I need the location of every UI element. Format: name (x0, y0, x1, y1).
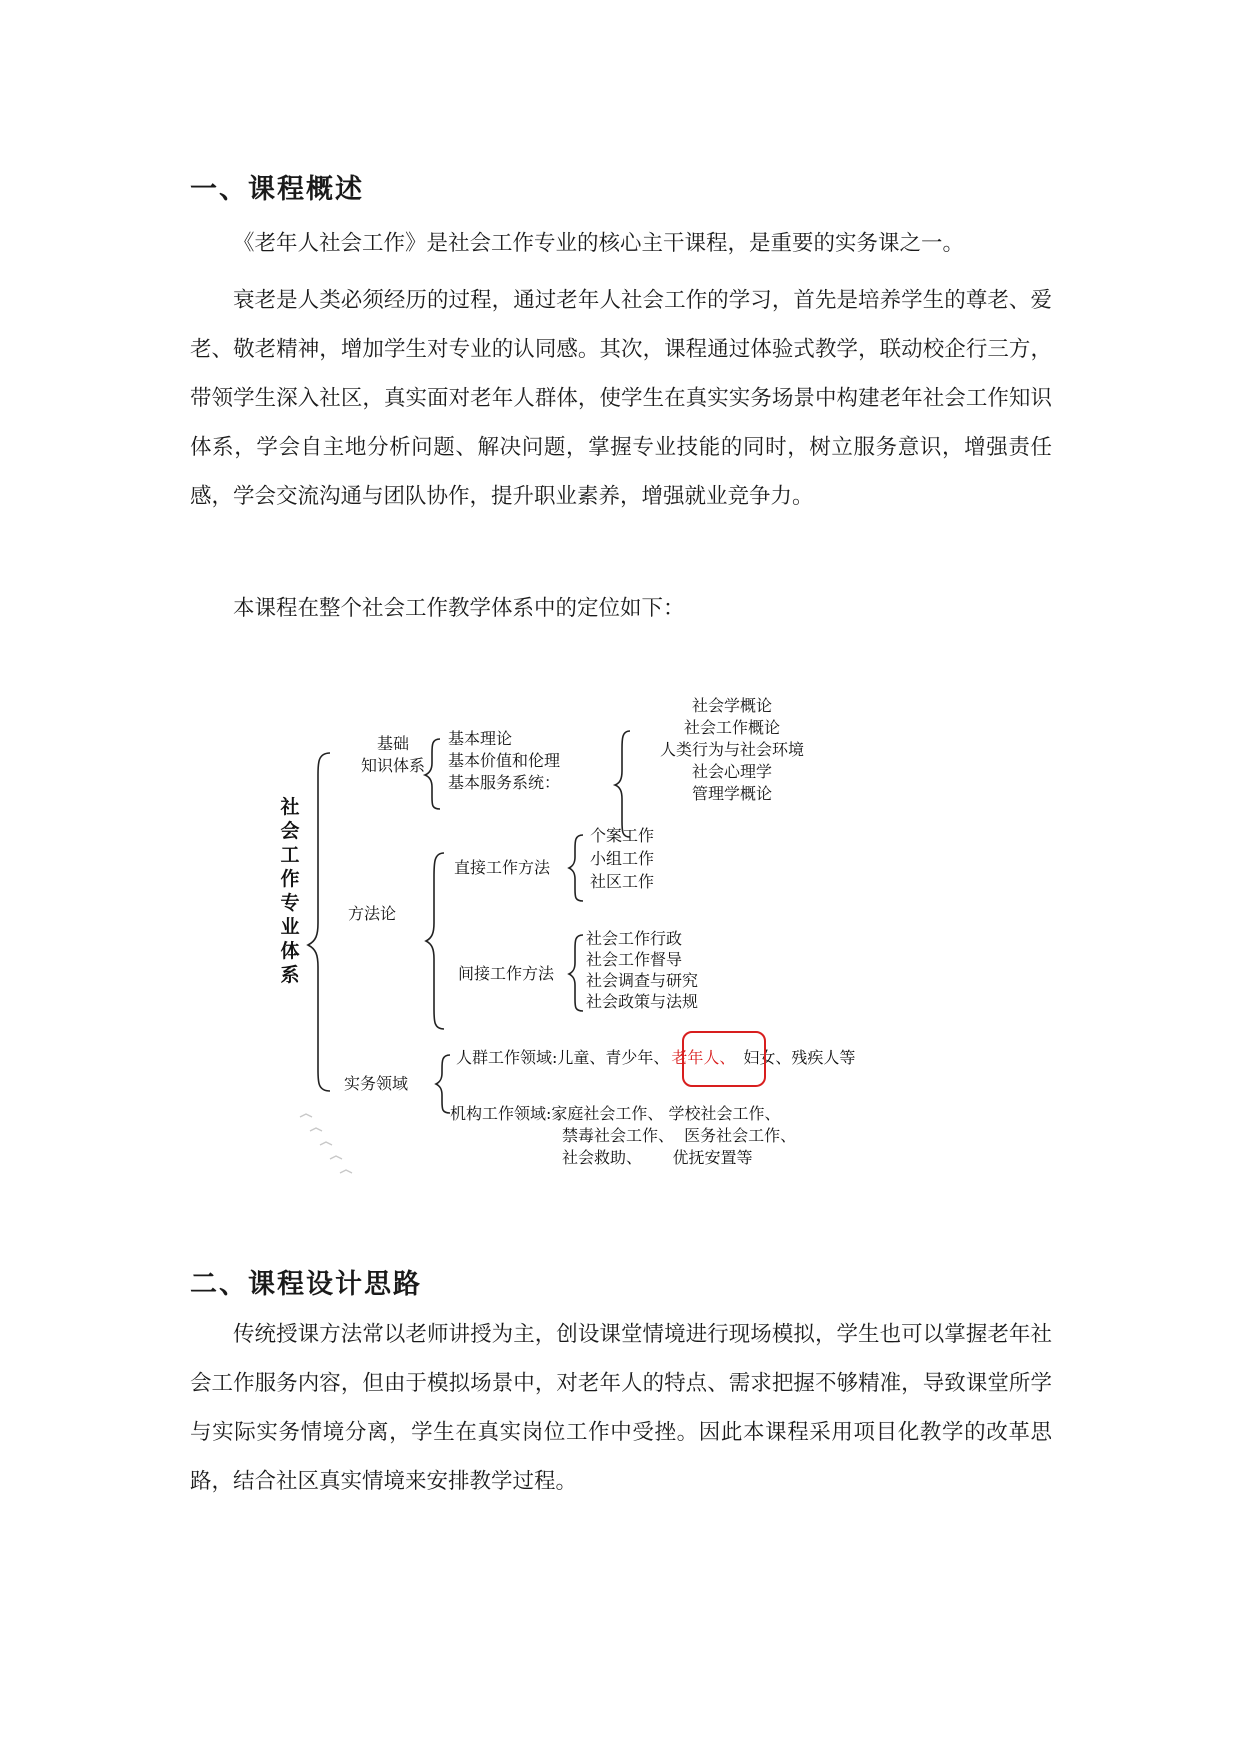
population-suffix: 妇女、残疾人等 (743, 1048, 856, 1067)
direct-method-item: 个案工作 (590, 826, 655, 845)
course-item: 社会学概论 (691, 696, 772, 715)
direct-brace (569, 835, 583, 901)
population-highlight: 老年人、 (671, 1048, 736, 1067)
foundation-label-line1: 基础 (376, 734, 409, 753)
population-prefix: 人群工作领域:儿童、青少年、 (456, 1048, 670, 1067)
overview-paragraph-1: 《老年人社会工作》是社会工作专业的核心主干课程，是重要的实务课之一。 (233, 231, 965, 256)
course-item: 社会工作概论 (683, 718, 780, 737)
direct-methods-label: 直接工作方法 (454, 858, 551, 877)
foundation-label-line2: 知识体系 (360, 756, 425, 775)
birds-decoration (300, 1114, 352, 1173)
indirect-method-item: 社会政策与法规 (586, 992, 699, 1011)
indirect-method-item: 社会调查与研究 (586, 971, 699, 990)
section-heading-overview: 一、课程概述 (190, 174, 364, 205)
diagram-title: 社会工作专业体系 (280, 796, 300, 986)
section-heading-design: 二、课程设计思路 (190, 1269, 422, 1300)
methodology-brace (426, 853, 444, 1029)
indirect-methods-label: 间接工作方法 (458, 964, 555, 983)
population-domains (456, 1047, 855, 1069)
foundation-item: 基本价值和伦理 (448, 751, 561, 770)
practice-label: 实务领域 (344, 1074, 409, 1093)
institution-domains-line1: 机构工作领域:家庭社会工作、 学校社会工作、 (450, 1104, 781, 1123)
main-brace (308, 753, 330, 1091)
design-paragraph-1: 传统授课方法常以老师讲授为主，创设课堂情境进行现场模拟，学生也可以掌握老年社会工作服务内容，但由于模拟场景中，对老年人的特点、需求把握不够精准，导致课堂所学与实际实务情境分离，学生在真实岗位工作中受挫。因此本课程采用项目化教学的改革思路，结合社区真实情境来安排教学过程。 (190, 1322, 1052, 1494)
course-item: 人类行为与社会环境 (659, 740, 804, 759)
direct-method-item: 社区工作 (590, 872, 655, 891)
overview-paragraph-2: 衰老是人类必须经历的过程，通过老年人社会工作的学习，首先是培养学生的尊老、爱老、敬老精神，增加学生对专业的认同感。其次，课程通过体验式教学，联动校企行三方，带领学生深入社区，真实面对老年人群体，使学生在真实实务场景中构建老年社会工作知识体系，学会自主地分析问题、解决问题，掌握专业技能的同时，树立服务意识，增强责任感，学会交流沟通与团队协作，提升职业素养，增强就业竞争力。 (190, 288, 1052, 509)
indirect-brace (569, 935, 583, 1011)
institution-domains-line3: 社会救助、 优抚安置等 (562, 1148, 753, 1167)
elderly-highlight-box (682, 1031, 766, 1087)
courses-brace (615, 731, 630, 837)
indirect-method-item: 社会工作行政 (586, 929, 683, 948)
discipline-system-diagram (270, 683, 930, 1213)
institution-domains-line2: 禁毒社会工作、 医务社会工作、 (562, 1126, 797, 1145)
foundation-item: 基本服务系统： (448, 773, 561, 792)
overview-paragraph-3: 本课程在整个社会工作教学体系中的定位如下： (233, 596, 685, 621)
course-item: 管理学概论 (691, 784, 772, 803)
course-item: 社会心理学 (691, 762, 772, 781)
foundation-item: 基本理论 (448, 729, 513, 748)
indirect-method-item: 社会工作督导 (586, 950, 683, 969)
methodology-label: 方法论 (348, 904, 397, 923)
practice-brace (436, 1055, 450, 1113)
direct-method-item: 小组工作 (590, 849, 655, 868)
